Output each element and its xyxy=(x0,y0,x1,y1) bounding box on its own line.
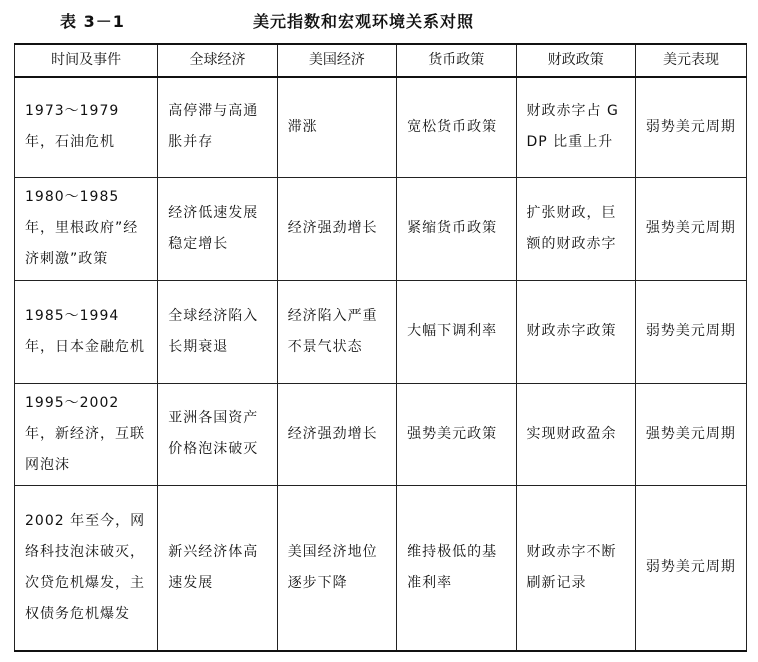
cell-fiscal-policy xyxy=(516,177,635,280)
cell-monetary-policy xyxy=(397,77,516,177)
cell-global-economy xyxy=(158,280,277,383)
cell-text: 经济强劲增长 xyxy=(287,220,378,236)
table-row xyxy=(15,485,747,651)
cell-fiscal-policy xyxy=(516,280,635,383)
cell-text: 滞涨 xyxy=(287,118,318,135)
cell-us-economy xyxy=(277,77,396,177)
cell-text: 1995～2002 年，新经济，互联网泡沫 xyxy=(25,394,145,473)
cell-text: 经济强劲增长 xyxy=(287,425,378,442)
header-monetary-policy: 货币政策 xyxy=(397,44,516,77)
cell-text: 强势美元政策 xyxy=(407,425,498,442)
cell-text: 宽松货币政策 xyxy=(407,118,498,135)
cell-text: 经济低速发展稳定增长 xyxy=(168,204,259,252)
cell-monetary-policy xyxy=(397,485,516,651)
cell-time-event xyxy=(15,485,158,651)
comparison-table xyxy=(14,43,747,652)
header-time-event: 时间及事件 xyxy=(15,44,158,77)
cell-text: 财政赤字占 GDP 比重上升 xyxy=(526,103,619,151)
cell-global-economy xyxy=(158,383,277,485)
cell-text: 1973～1979 年，石油危机 xyxy=(25,103,120,151)
cell-us-economy xyxy=(277,177,396,280)
header-us-economy: 美国经济 xyxy=(277,44,396,77)
cell-text: 强势美元周期 xyxy=(645,425,736,442)
cell-text: 新兴经济体高速发展 xyxy=(168,543,259,591)
header-fiscal-policy: 财政政策 xyxy=(516,44,635,77)
cell-text: 高停滞与高通胀并存 xyxy=(168,103,259,151)
table-title: 美元指数和宏观环境关系对照 xyxy=(253,12,475,31)
cell-text: 紧缩货币政策 xyxy=(407,220,498,236)
cell-time-event xyxy=(15,383,158,485)
cell-text: 弱势美元周期 xyxy=(645,559,736,576)
header-row xyxy=(15,44,747,77)
table-caption xyxy=(0,0,758,38)
header-global-economy: 全球经济 xyxy=(158,44,277,77)
cell-text: 实现财政盈余 xyxy=(526,425,617,442)
cell-us-economy xyxy=(277,485,396,651)
table-row xyxy=(15,177,747,280)
table-row xyxy=(15,77,747,177)
cell-fiscal-policy xyxy=(516,485,635,651)
table-row xyxy=(15,280,747,383)
cell-time-event xyxy=(15,177,158,280)
cell-us-economy xyxy=(277,280,396,383)
cell-text: 强势美元周期 xyxy=(645,220,736,236)
cell-text: 2002 年至今，网络科技泡沫破灭，次贷危机爆发，主权债务危机爆发 xyxy=(25,512,146,622)
cell-dollar-performance xyxy=(635,485,746,651)
cell-dollar-performance xyxy=(635,280,746,383)
cell-global-economy xyxy=(158,177,277,280)
cell-dollar-performance xyxy=(635,177,746,280)
cell-text: 大幅下调利率 xyxy=(407,323,498,339)
cell-text: 扩张财政，巨额的财政赤字 xyxy=(526,204,617,252)
cell-monetary-policy xyxy=(397,383,516,485)
cell-monetary-policy xyxy=(397,177,516,280)
cell-text: 全球经济陷入长期衰退 xyxy=(168,307,259,355)
cell-text: 弱势美元周期 xyxy=(645,118,736,135)
cell-us-economy xyxy=(277,383,396,485)
cell-text: 1985～1994 年，日本金融危机 xyxy=(25,307,145,355)
cell-text: 亚洲各国资产价格泡沫破灭 xyxy=(168,410,259,457)
table-number: 表 3－1 xyxy=(60,12,125,31)
cell-text: 财政赤字政策 xyxy=(526,323,617,339)
cell-fiscal-policy xyxy=(516,77,635,177)
cell-text: 维持极低的基准利率 xyxy=(407,543,498,591)
header-dollar-performance: 美元表现 xyxy=(635,44,746,77)
cell-dollar-performance xyxy=(635,77,746,177)
cell-fiscal-policy xyxy=(516,383,635,485)
cell-text: 1980～1985 年，里根政府”经济刺激”政策 xyxy=(25,189,139,267)
table-row xyxy=(15,383,747,485)
cell-time-event xyxy=(15,280,158,383)
cell-dollar-performance xyxy=(635,383,746,485)
cell-text: 美国经济地位逐步下降 xyxy=(287,543,378,591)
cell-text: 经济陷入严重不景气状态 xyxy=(287,307,378,355)
cell-text: 弱势美元周期 xyxy=(645,323,736,339)
cell-global-economy xyxy=(158,77,277,177)
cell-text: 财政赤字不断刷新记录 xyxy=(526,543,617,591)
cell-time-event xyxy=(15,77,158,177)
cell-global-economy xyxy=(158,485,277,651)
cell-monetary-policy xyxy=(397,280,516,383)
